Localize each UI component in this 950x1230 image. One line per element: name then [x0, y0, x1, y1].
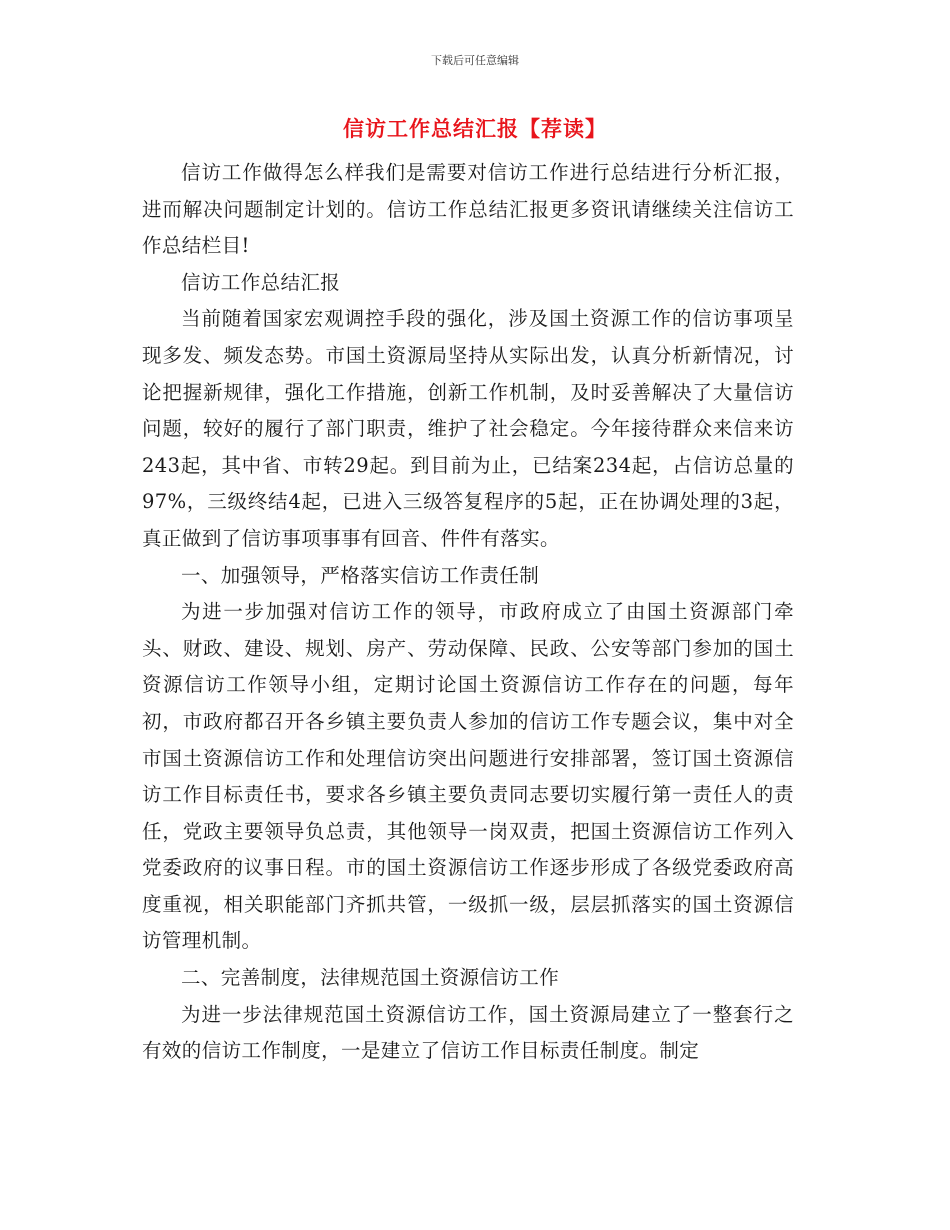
paragraph-subtitle: 信访工作总结汇报 [181, 270, 341, 294]
paragraph-overview: 当前随着国家宏观调控手段的强化，涉及国土资源工作的信访事项呈现多发、频发态势。市国土资源局坚持从实际出发，认真分析新情况，讨论把握新规律，强化工作措施，创新工作机制，及时妥善解决了大量信访问题，较好的履行了部门职责，维护了社会稳定。今年接待群众来信来访243起，其中省、市转29起。到目前为止，已结案234起，占信访总量的97%，三级终结4起，已进入三级答复程序的5起，正在协调处理的3起，真正做到了信访事项事事有回音、件件有落实。 [142, 307, 794, 550]
document-body [142, 155, 794, 1070]
paragraph-section-1: 为进一步加强对信访工作的领导，市政府成立了由国土资源部门牵头、财政、建设、规划、房产、劳动保障、民政、公安等部门参加的国土资源信访工作领导小组，定期讨论国土资源信访工作存在的问题，每年初，市政府都召开各乡镇主要负责人参加的信访工作专题会议，集中对全市国土资源信访工作和处理信访突出问题进行安排部署，签订国土资源信访工作目标责任书，要求各乡镇主要负责同志要切实履行第一责任人的责任，党政主要领导负总责，其他领导一岗双责，把国土资源信访工作列入党委政府的议事日程。市的国土资源信访工作逐步形成了各级党委政府高度重视，相关职能部门齐抓共管，一级抓一级，层层抓落实的国土资源信访管理机制。 [142, 600, 794, 953]
paragraph-intro: 信访工作做得怎么样我们是需要对信访工作进行总结进行分析汇报，进而解决问题制定计划的。信访工作总结汇报更多资讯请继续关注信访工作总结栏目! [142, 161, 794, 258]
section-heading-2: 二、完善制度，法律规范国土资源信访工作 [181, 966, 560, 990]
section-heading-1: 一、加强领导，严格落实信访工作责任制 [181, 563, 540, 587]
document-title: 信访工作总结汇报【荐读】 [343, 117, 607, 141]
page-header-note: 下载后可任意编辑 [431, 54, 519, 67]
paragraph-section-2: 为进一步法律规范国土资源信访工作，国土资源局建立了一整套行之有效的信访工作制度，一是建立了信访工作目标责任制度。制定 [142, 1002, 794, 1063]
